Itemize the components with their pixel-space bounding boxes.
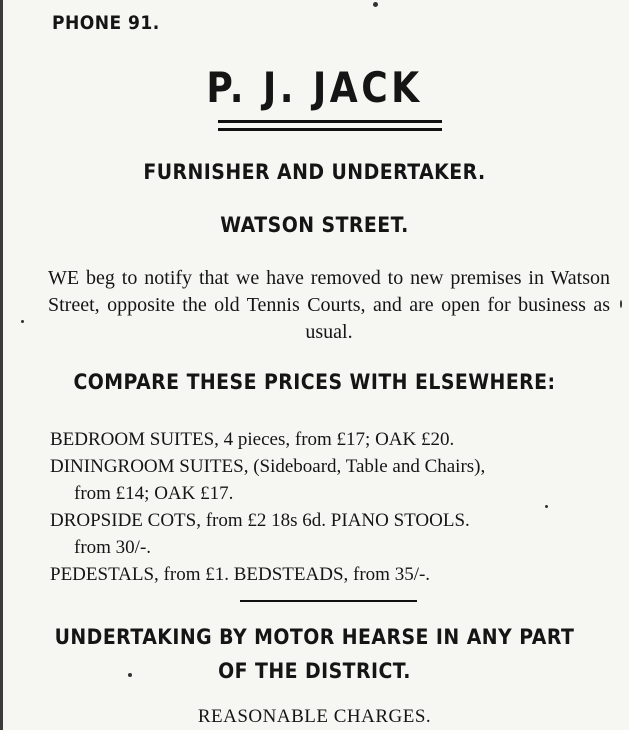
ink-speck (373, 2, 378, 7)
page-edge-border (0, 0, 3, 730)
compare-prices-heading: COMPARE THESE PRICES WITH ELSEWHERE: (73, 370, 556, 394)
section-divider (240, 600, 417, 602)
price-line-bedroom: BEDROOM SUITES, 4 pieces, from £17; OAK £20. (50, 429, 455, 450)
price-line-pedestals: PEDESTALS, from £1. BEDSTEADS, from 35/-. (50, 564, 431, 585)
price-line-cots-cont: from 30/-. (74, 537, 152, 558)
ink-speck (21, 320, 24, 323)
undertaking-line-2: OF THE DISTRICT. (218, 659, 411, 683)
price-list (50, 426, 620, 588)
business-name: P. J. JACK (206, 63, 423, 112)
price-line-diningroom: DININGROOM SUITES, (Sideboard, Table and Chairs), (50, 456, 486, 477)
undertaking-heading (31, 620, 597, 688)
name-underline-lower (218, 128, 442, 131)
phone-number: PHONE 91. (52, 12, 160, 34)
reasonable-charges: REASONABLE CHARGES. (197, 706, 432, 727)
price-line-cots: DROPSIDE COTS, from £2 18s 6d. PIANO STOOLS. (50, 510, 470, 531)
trade-heading: FURNISHER AND UNDERTAKER. (143, 160, 486, 184)
ink-speck (620, 300, 622, 308)
relocation-notice: WE beg to notify that we have removed to new premises in Watson Street, opposite the old Tennis Courts, and are open for business as usual. (48, 267, 610, 343)
undertaking-line-1: UNDERTAKING BY MOTOR HEARSE IN ANY PART (54, 625, 575, 649)
price-line-diningroom-cont: from £14; OAK £17. (74, 483, 234, 504)
name-underline-upper (218, 120, 442, 123)
street-heading: WATSON STREET. (220, 213, 409, 237)
